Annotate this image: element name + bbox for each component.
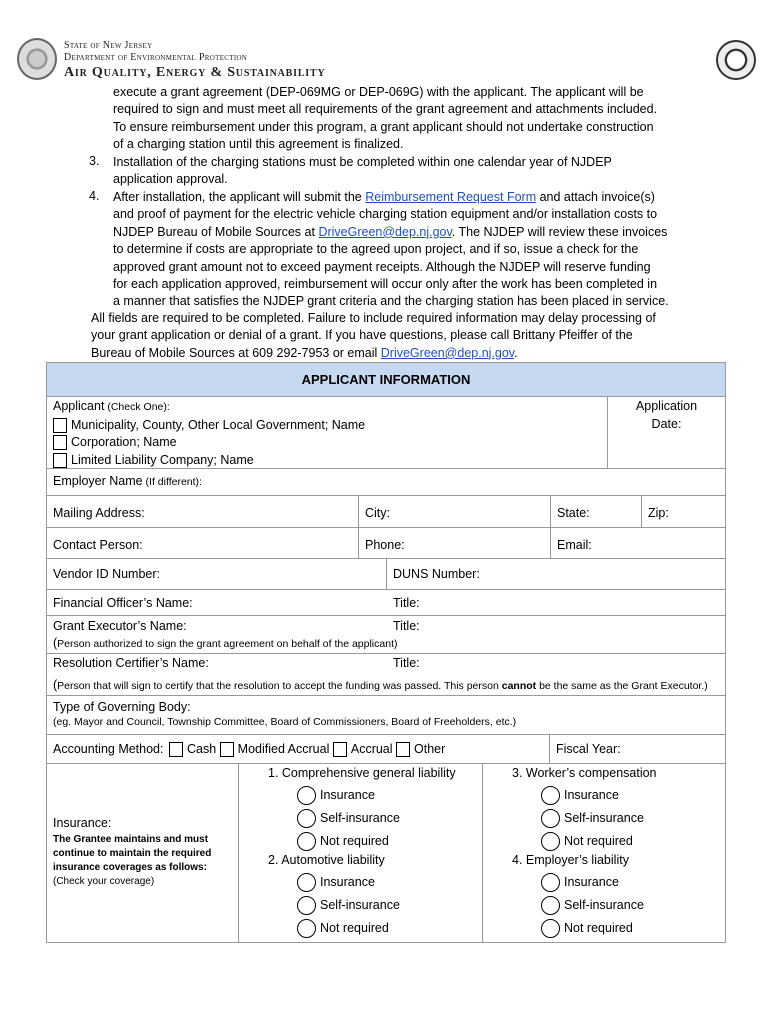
- fiscal-year-field[interactable]: Fiscal Year:: [556, 742, 621, 756]
- financial-officer-title-field[interactable]: Title:: [393, 596, 420, 610]
- division-name: Air Quality, Energy & Sustainability: [64, 65, 326, 80]
- item-4-number: 4.: [89, 189, 100, 203]
- insurance-note: The Grantee maintains and must continue to maintain the required insurance coverages as follows: (Check your coverage): [53, 834, 212, 887]
- email-field[interactable]: Email:: [557, 538, 592, 552]
- al-insurance-radio[interactable]: [297, 873, 316, 892]
- llc-checkbox[interactable]: [53, 453, 67, 468]
- option-llc[interactable]: Limited Liability Company; Name: [53, 452, 365, 470]
- grant-executor-note: (Person authorized to sign the grant agreement on behalf of the applicant): [53, 636, 398, 650]
- accrual-checkbox[interactable]: [333, 742, 347, 757]
- gl-insurance-radio[interactable]: [297, 786, 316, 805]
- contact-person-field[interactable]: Contact Person:: [53, 538, 143, 552]
- al-self-insurance-radio[interactable]: [297, 896, 316, 915]
- al-not-required-radio[interactable]: [297, 919, 316, 938]
- accounting-method-group: Accounting Method: Cash Modified Accrual Accrual Other: [53, 742, 446, 756]
- coverage-general-liability: 1. Comprehensive general liability: [268, 766, 456, 780]
- governing-body-note: (eg. Mayor and Council, Township Committee, Board of Commissioners, Board of Freeholders, etc.): [53, 716, 517, 728]
- njdep-logo: [716, 40, 756, 80]
- employers-liability-options: Insurance Self-insurance Not required: [541, 871, 644, 940]
- el-not-required-radio[interactable]: [541, 919, 560, 938]
- resolution-certifier-title-field[interactable]: Title:: [393, 656, 420, 670]
- grant-executor-title-field[interactable]: Title:: [393, 619, 420, 633]
- item-3-text: Installation of the charging stations must be completed within one calendar year of NJDEP application approval.: [113, 155, 612, 187]
- zip-field[interactable]: Zip:: [648, 506, 669, 520]
- resolution-certifier-field[interactable]: Resolution Certifier’s Name:: [53, 656, 209, 670]
- el-insurance-radio[interactable]: [541, 873, 560, 892]
- governing-body-field[interactable]: Type of Governing Body:: [53, 700, 191, 714]
- resolution-certifier-note: (Person that will sign to certify that the resolution to accept the funding was passed. This person cannot be the same as the Grant Executor.): [53, 678, 708, 692]
- el-self-insurance-radio[interactable]: [541, 896, 560, 915]
- gl-self-insurance-radio[interactable]: [297, 809, 316, 828]
- vendor-id-field[interactable]: Vendor ID Number:: [53, 567, 160, 581]
- mailing-address-field[interactable]: Mailing Address:: [53, 506, 145, 520]
- item-4-text: After installation, the applicant will submit the Reimbursement Request Form and attach invoice(s) and proof of payment for the electric vehicle charging station equipment and/or installation costs to NJDEP Bureau of Mobile Sources at DriveGreen@dep.nj.gov. The NJDEP will review these invoices to determine if costs are appropriate to the agreed upon project, and if so, issue a check for the approved grant amount not to exceed payment receipts. Although the NJDEP will reserve funding for each application approved, reimbursement will occur only after the work has been completed in a manner that satisfies the NJDEP grant criteria and the charging station has been placed in service.: [113, 190, 669, 309]
- automotive-liability-options: Insurance Self-insurance Not required: [297, 871, 400, 940]
- city-field[interactable]: City:: [365, 506, 390, 520]
- wc-insurance-radio[interactable]: [541, 786, 560, 805]
- item-3-number: 3.: [89, 154, 100, 168]
- option-corporation[interactable]: Corporation; Name: [53, 434, 365, 452]
- phone-field[interactable]: Phone:: [365, 538, 405, 552]
- nj-state-seal-logo: [17, 38, 57, 80]
- section-header: APPLICANT INFORMATION: [47, 363, 725, 396]
- state-field[interactable]: State:: [557, 506, 590, 520]
- gl-not-required-radio[interactable]: [297, 832, 316, 851]
- coverage-employers-liability: 4. Employer’s liability: [512, 853, 629, 867]
- grant-executor-field[interactable]: Grant Executor’s Name:: [53, 619, 187, 633]
- drivegreen-email-link[interactable]: DriveGreen@dep.nj.gov: [318, 224, 452, 239]
- option-municipality[interactable]: Municipality, County, Other Local Government; Name: [53, 417, 365, 435]
- workers-comp-options: Insurance Self-insurance Not required: [541, 784, 644, 853]
- financial-officer-field[interactable]: Financial Officer’s Name:: [53, 596, 193, 610]
- wc-not-required-radio[interactable]: [541, 832, 560, 851]
- required-fields-note: All fields are required to be completed. Failure to include required information may delay processing of your grant application or denial of a grant. If you have questions, please call Brittany Pfeiffer of the Bureau of Mobile Sources at 609 292-7953 or email DriveGreen@dep.nj.gov.: [91, 311, 656, 360]
- drivegreen-email-link-2[interactable]: DriveGreen@dep.nj.gov: [380, 345, 515, 360]
- corporation-checkbox[interactable]: [53, 435, 67, 450]
- duns-number-field[interactable]: DUNS Number:: [393, 567, 480, 581]
- department-name: Department of Environmental Protection: [64, 52, 248, 63]
- employer-name-field[interactable]: Employer Name (If different):: [53, 474, 202, 488]
- applicant-type-group: Applicant (Check One): Municipality, County, Other Local Government; Name Corporation; Name Limited Liability Company; Name: [53, 398, 365, 469]
- item-2-text: execute a grant agreement (DEP-069MG or DEP-069G) with the applicant. The applicant will be required to sign and must meet all requirements of the grant agreement and attachments included. To ensure reimbursement under this program, a grant applicant should not undertake construction of a charging station until this agreement is finalized.: [113, 85, 658, 152]
- insurance-label: Insurance:: [53, 816, 112, 830]
- municipality-checkbox[interactable]: [53, 418, 67, 433]
- coverage-automotive-liability: 2. Automotive liability: [268, 853, 385, 867]
- application-date-field[interactable]: Application Date:: [635, 399, 698, 431]
- cash-checkbox[interactable]: [169, 742, 183, 757]
- general-liability-options: Insurance Self-insurance Not required: [297, 784, 400, 853]
- other-checkbox[interactable]: [396, 742, 410, 757]
- letterhead: [64, 40, 326, 82]
- reimbursement-form-link[interactable]: Reimbursement Request Form: [365, 190, 537, 204]
- wc-self-insurance-radio[interactable]: [541, 809, 560, 828]
- state-name: State of New Jersey: [64, 40, 153, 51]
- coverage-workers-comp: 3. Worker’s compensation: [512, 766, 657, 780]
- modified-accrual-checkbox[interactable]: [220, 742, 234, 757]
